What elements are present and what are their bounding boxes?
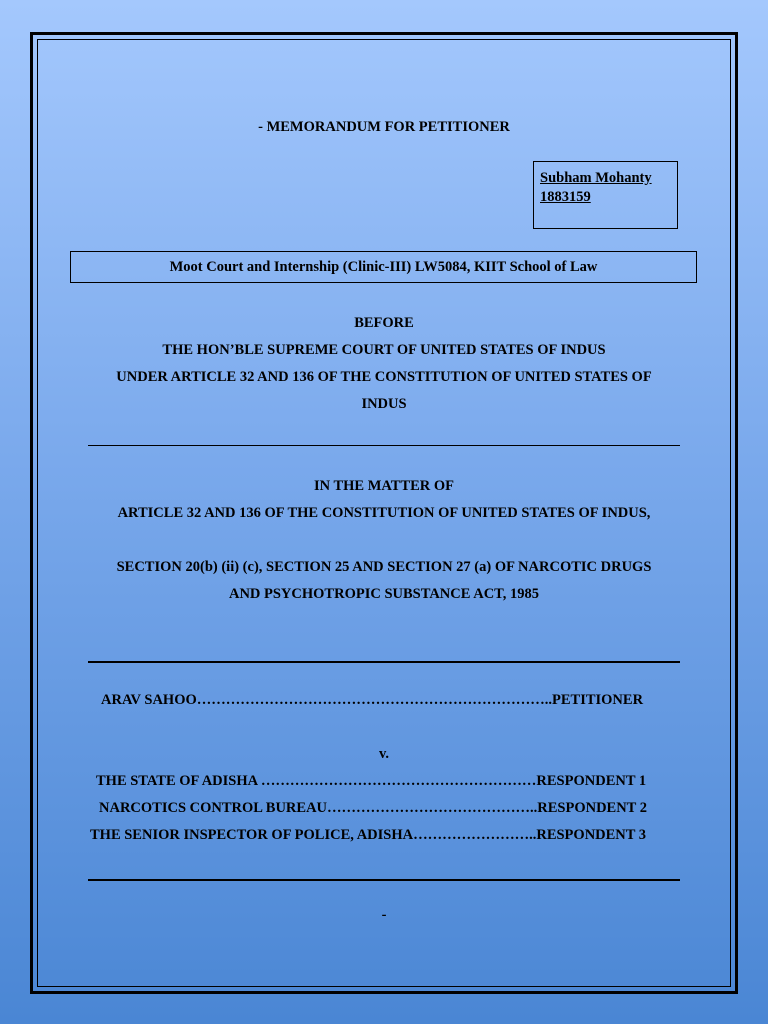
matter-article-line: ARTICLE 32 AND 136 OF THE CONSTITUTION OF UNITED STATES OF INDUS, (117, 505, 651, 521)
before-label: BEFORE (354, 315, 414, 331)
matter-heading (0, 473, 768, 527)
court-heading (0, 310, 768, 418)
student-info-box (533, 161, 678, 229)
court-name: THE HON’BLE SUPREME COURT OF UNITED STATES OF INDUS (162, 342, 606, 358)
divider-2 (88, 661, 680, 663)
versus-label: v. (378, 746, 390, 762)
divider-1 (88, 445, 680, 446)
petitioner-line: ARAV SAHOO………………………………………………………………..PETITIONER (101, 692, 644, 708)
respondent-2-line: NARCOTICS CONTROL BUREAU……………………………………..RESPONDENT 2 (99, 800, 647, 816)
memorandum-title: - MEMORANDUM FOR PETITIONER (258, 119, 510, 135)
respondent-1-line: THE STATE OF ADISHA …………………………………………………RESPONDENT 1 (96, 773, 647, 789)
divider-3 (88, 879, 680, 881)
article-line-cont: INDUS (361, 396, 407, 412)
section-line-cont: AND PSYCHOTROPIC SUBSTANCE ACT, 1985 (228, 586, 540, 602)
student-name: Subham Mohanty (540, 170, 652, 186)
article-line: UNDER ARTICLE 32 AND 136 OF THE CONSTITUTION OF UNITED STATES OF (116, 369, 652, 385)
section-heading (0, 554, 768, 608)
section-line: SECTION 20(b) (ii) (c), SECTION 25 AND SECTION 27 (a) OF NARCOTIC DRUGS (116, 559, 652, 575)
course-box: Moot Court and Internship (Clinic-III) LW5084, KIIT School of Law (70, 251, 697, 283)
student-id: 1883159 (540, 189, 591, 205)
footer-dash: - (381, 907, 387, 923)
respondent-3-line: THE SENIOR INSPECTOR OF POLICE, ADISHA……………………..RESPONDENT 3 (90, 827, 647, 843)
in-the-matter-label: IN THE MATTER OF (313, 478, 455, 494)
